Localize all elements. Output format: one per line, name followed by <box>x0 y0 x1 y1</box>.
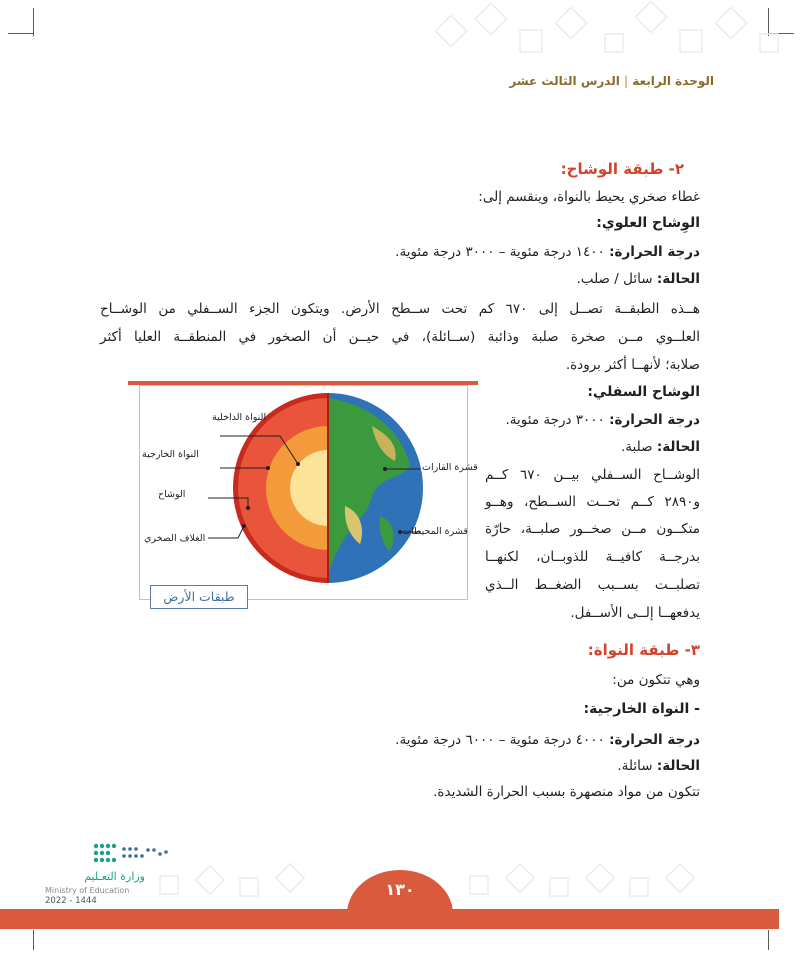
crop-mark <box>33 930 34 950</box>
temp-value: ٣٠٠٠ درجة مئوية. <box>505 412 605 428</box>
upper-mantle-para-line-3: صلابة؛ لأنهــا أكثر برودة. <box>565 357 700 373</box>
temp-label: درجة الحرارة: <box>609 732 700 748</box>
state-label: الحالة: <box>656 439 700 455</box>
crop-mark <box>8 33 34 34</box>
lower-mantle-para-line-2: و٢٨٩٠ كــم تحــت الســطح، وهــو <box>485 494 700 510</box>
page-number: ١٣٠ <box>385 880 415 899</box>
upper-mantle-state <box>577 271 700 287</box>
earth-diagram <box>140 386 467 599</box>
label-oceanic-crust: قشرة المحيطات <box>402 526 468 537</box>
state-value: سائل / صلب. <box>576 271 653 287</box>
figure-top-bar <box>128 381 478 385</box>
temp-value: ٤٠٠٠ درجة مئوية – ٦٠٠٠ درجة مئوية. <box>395 732 605 748</box>
lower-mantle-para-line-5: تصلبــت بســبب الضغــط الــذي <box>485 577 700 593</box>
lower-mantle-para-line-6: يدفعهــا إلــى الأســفل. <box>570 605 700 621</box>
edition-year: 2022 - 1444 <box>45 896 97 906</box>
state-label: الحالة: <box>656 271 700 287</box>
state-value: سائلة. <box>617 758 653 774</box>
earth-layers-figure <box>139 385 478 604</box>
outer-core-temp <box>395 732 700 748</box>
ministry-name: وزارة التعـليم <box>84 870 145 883</box>
label-continental-crust: قشرة القارات <box>422 462 478 473</box>
header-lesson: الدرس الثالث عشر <box>509 74 620 88</box>
lower-mantle-state <box>621 439 700 455</box>
state-label: الحالة: <box>656 758 700 774</box>
outer-core-title: - النواة الخارجية: <box>583 701 700 717</box>
outer-core-desc: تتكون من مواد منصهرة بسبب الحرارة الشديدة. <box>433 784 700 800</box>
upper-mantle-para-line-2: العلــوي مــن صخرة صلبة وذائبة (ســائلة)، في حيــن أن الصخور في المنطقــة العليا أكثر <box>100 329 700 345</box>
lower-mantle-temp <box>506 412 701 428</box>
section2-heading: ٢- طبقة الوشاح: <box>560 160 684 178</box>
section3-heading: ٣- طبقة النواة: <box>587 641 700 659</box>
upper-mantle-temp <box>395 244 700 260</box>
state-value: صلبة. <box>621 439 653 455</box>
lower-mantle-para-line-1: الوشــاح الســفلي بيــن ٦٧٠ كــم <box>485 467 700 483</box>
section3-intro: وهي تتكون من: <box>612 672 700 688</box>
label-lithosphere: الغلاف الصخري <box>144 533 206 544</box>
upper-mantle-title: الوِشاح العلوي: <box>596 215 700 231</box>
temp-label: درجة الحرارة: <box>609 244 700 260</box>
lower-mantle-para-line-3: متكــون مــن صخــور صلبــة، حارّة <box>485 521 700 537</box>
section2-intro: غطاء صخري يحيط بالنواة، وينقسم إلى: <box>478 189 700 205</box>
running-header <box>509 74 714 88</box>
label-mantle: الوشاح <box>158 489 186 500</box>
outer-core-state <box>617 758 700 774</box>
figure-caption: طبقات الأرض <box>150 585 248 609</box>
crop-mark <box>33 8 34 36</box>
upper-mantle-para-line-1: هــذه الطبقــة تصــل إلى ٦٧٠ كم تحت ســطح الأرض. ويتكون الجزء الســفلي من الوشــاح <box>100 301 700 317</box>
lower-mantle-title: الوشاح السفلي: <box>587 384 700 400</box>
temp-value: ١٤٠٠ درجة مئوية – ٣٠٠٠ درجة مئوية. <box>395 244 605 260</box>
lower-mantle-para-line-4: بدرجــة كافيــة للذوبــان، لكنهــا <box>485 549 700 565</box>
ministry-logo-icon <box>90 840 170 866</box>
temp-label: درجة الحرارة: <box>609 412 700 428</box>
crop-mark <box>768 930 769 950</box>
ministry-name-en: Ministry of Education <box>45 886 130 895</box>
header-separator: | <box>623 74 629 88</box>
label-outer-core: النواة الخارجية <box>142 449 199 460</box>
label-inner-core: النواة الداخلية <box>212 412 267 423</box>
header-unit: الوحدة الرابعة <box>632 74 714 88</box>
decorative-pattern <box>380 0 800 80</box>
